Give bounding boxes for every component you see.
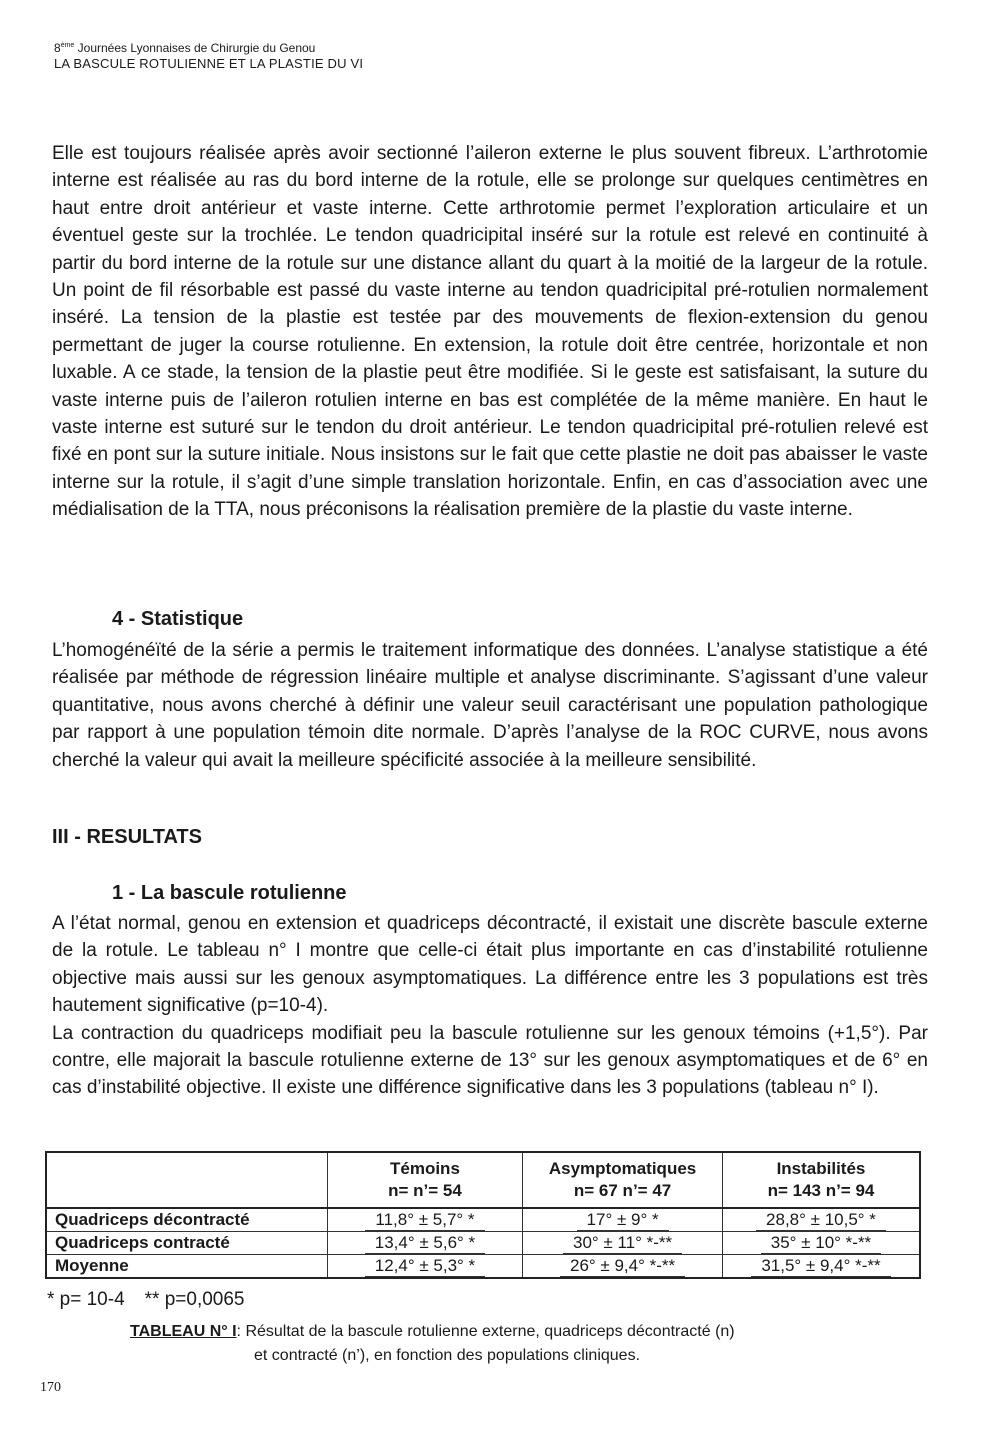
caption-line-1: : Résultat de la bascule rotulienne externe, quadriceps décontracté (n) <box>236 1323 735 1340</box>
page-number: 170 <box>40 1380 61 1395</box>
paragraph-text: L’homogénéïté de la série a permis le traitement informatique des données. L’analyse statistique a été réalisée par méthode de régression linéaire multiple et analyse discriminante. S’agissant d’une valeur quantitative, nous avons cherché à définir une valeur seuil caractérisant une population pathologique par rapport à une population témoin dite normale. D’après l’analyse de la ROC CURVE, nous avons cherché la valeur qui avait la meilleure spécificité associée à la meilleure sensibilité. <box>52 640 928 771</box>
header-conference-name: Journées Lyonnaises de Chirurgie du Genou <box>74 41 316 55</box>
legend-p1: * p= 10-4 <box>47 1289 125 1310</box>
column-header-temoins: Témoins n= n’= 54 <box>327 1152 522 1208</box>
table-cell: 26° ± 9,4° *-** <box>523 1255 723 1279</box>
table-cell: 17° ± 9° * <box>523 1208 723 1232</box>
bascule-paragraph <box>52 910 928 1102</box>
table-row <box>46 1255 920 1279</box>
table-corner-cell <box>46 1152 327 1208</box>
section-3-heading: III - RESULTATS <box>52 826 202 848</box>
row-label: Quadriceps contracté <box>46 1232 327 1255</box>
header-ordinal-sup: ème <box>60 42 75 49</box>
table-header-row <box>46 1152 920 1208</box>
column-header-instabilites: Instabilités n= 143 n’= 94 <box>722 1152 920 1208</box>
table-cell: 35° ± 10° *-** <box>722 1232 920 1255</box>
column-header-asymptomatiques: Asymptomatiques n= 67 n’= 47 <box>523 1152 723 1208</box>
table-row <box>46 1232 920 1255</box>
row-label: Quadriceps décontracté <box>46 1208 327 1232</box>
significance-legend <box>47 1289 265 1311</box>
row-label: Moyenne <box>46 1255 327 1279</box>
paragraph-text-2: La contraction du quadriceps modifiait peu la bascule rotulienne sur les genoux témoins (+1,5°). Par contre, elle majorait la bascule rotulienne externe de 13° sur les genoux asymptomatiques et de 6° en cas d’instabilité objective. Il existe une différence significative dans les 3 populations (tableau n° I). <box>52 1022 928 1099</box>
table-row <box>46 1208 920 1232</box>
header-title: LA BASCULE ROTULIENNE ET LA PLASTIE DU VI <box>54 56 364 71</box>
paragraph-text-1: A l’état normal, genou en extension et quadriceps décontracté, il existait une discrète bascule externe de la rotule. Le tableau n° I montre que celle-ci était plus importante en cas d’instabilité rotulienne objective mais aussi sur les genoux asymptomatiques. La différence entre les 3 populations est très hautement significative (p=10-4). <box>52 913 928 1017</box>
caption-line-2: et contracté (n’), en fonction des populations cliniques. <box>254 1347 641 1364</box>
subsection-1-heading: 1 - La bascule rotulienne <box>112 882 347 904</box>
legend-p2: ** p=0,0065 <box>144 1289 245 1310</box>
paragraph-text: Elle est toujours réalisée après avoir sectionné l’aileron externe le plus souvent fibreux. L’arthrotomie interne est réalisée au ras du bord interne de la rotule, elle se prolonge sur quelques centimètres en haut entre droit antérieur et vaste interne. Cette arthrotomie permet l’exploration articulaire et un éventuel geste sur la trochlée. Le tendon quadricipital inséré sur la rotule est relevé en continuité à partir du bord interne de la rotule sur une distance allant du quart à la moitié de la largeur de la rotule. Un point de fil résorbable est passé du vaste interne au tendon quadricipital pré-rotulien normalement inséré. La tension de la plastie est testée par des mouvements de flexion-extension du genou permettant de juger la course rotulienne. En extension, la rotule doit être centrée, horizontale et non luxable. A ce stade, la tension de la plastie peut être modifiée. Si le geste est satisfaisant, la suture du vaste interne puis de l’aileron rotulien interne en bas est complétée de la même manière. En haut le vaste interne est suturé sur le tendon du droit antérieur. Le tendon quadricipital pré-rotulien relevé est fixé en pont sur la suture initiale. Nous insistons sur le fait que cette plastie ne doit pas abaisser le vaste interne sur la rotule, il s’agit d’une simple translation horizontale. Enfin, en cas d’association avec une médialisation de la TTA, nous préconisons la réalisation première de la plastie du vaste interne. <box>52 143 928 521</box>
table-cell: 13,4° ± 5,6° * <box>327 1232 522 1255</box>
body-paragraph-1 <box>52 140 928 524</box>
results-table <box>45 1151 921 1279</box>
header-conference <box>54 38 363 56</box>
table-cell: 31,5° ± 9,4° *-** <box>722 1255 920 1279</box>
table-caption <box>130 1320 890 1368</box>
table-cell: 28,8° ± 10,5° * <box>722 1208 920 1232</box>
table-cell: 11,8° ± 5,7° * <box>327 1208 522 1232</box>
running-header <box>54 38 363 72</box>
statistique-paragraph <box>52 637 928 774</box>
caption-title: TABLEAU N° I <box>130 1323 237 1340</box>
section-4-heading: 4 - Statistique <box>112 608 244 630</box>
table-cell: 12,4° ± 5,3° * <box>327 1255 522 1279</box>
header-ordinal: 8 <box>54 41 61 55</box>
table-cell: 30° ± 11° *-** <box>523 1232 723 1255</box>
